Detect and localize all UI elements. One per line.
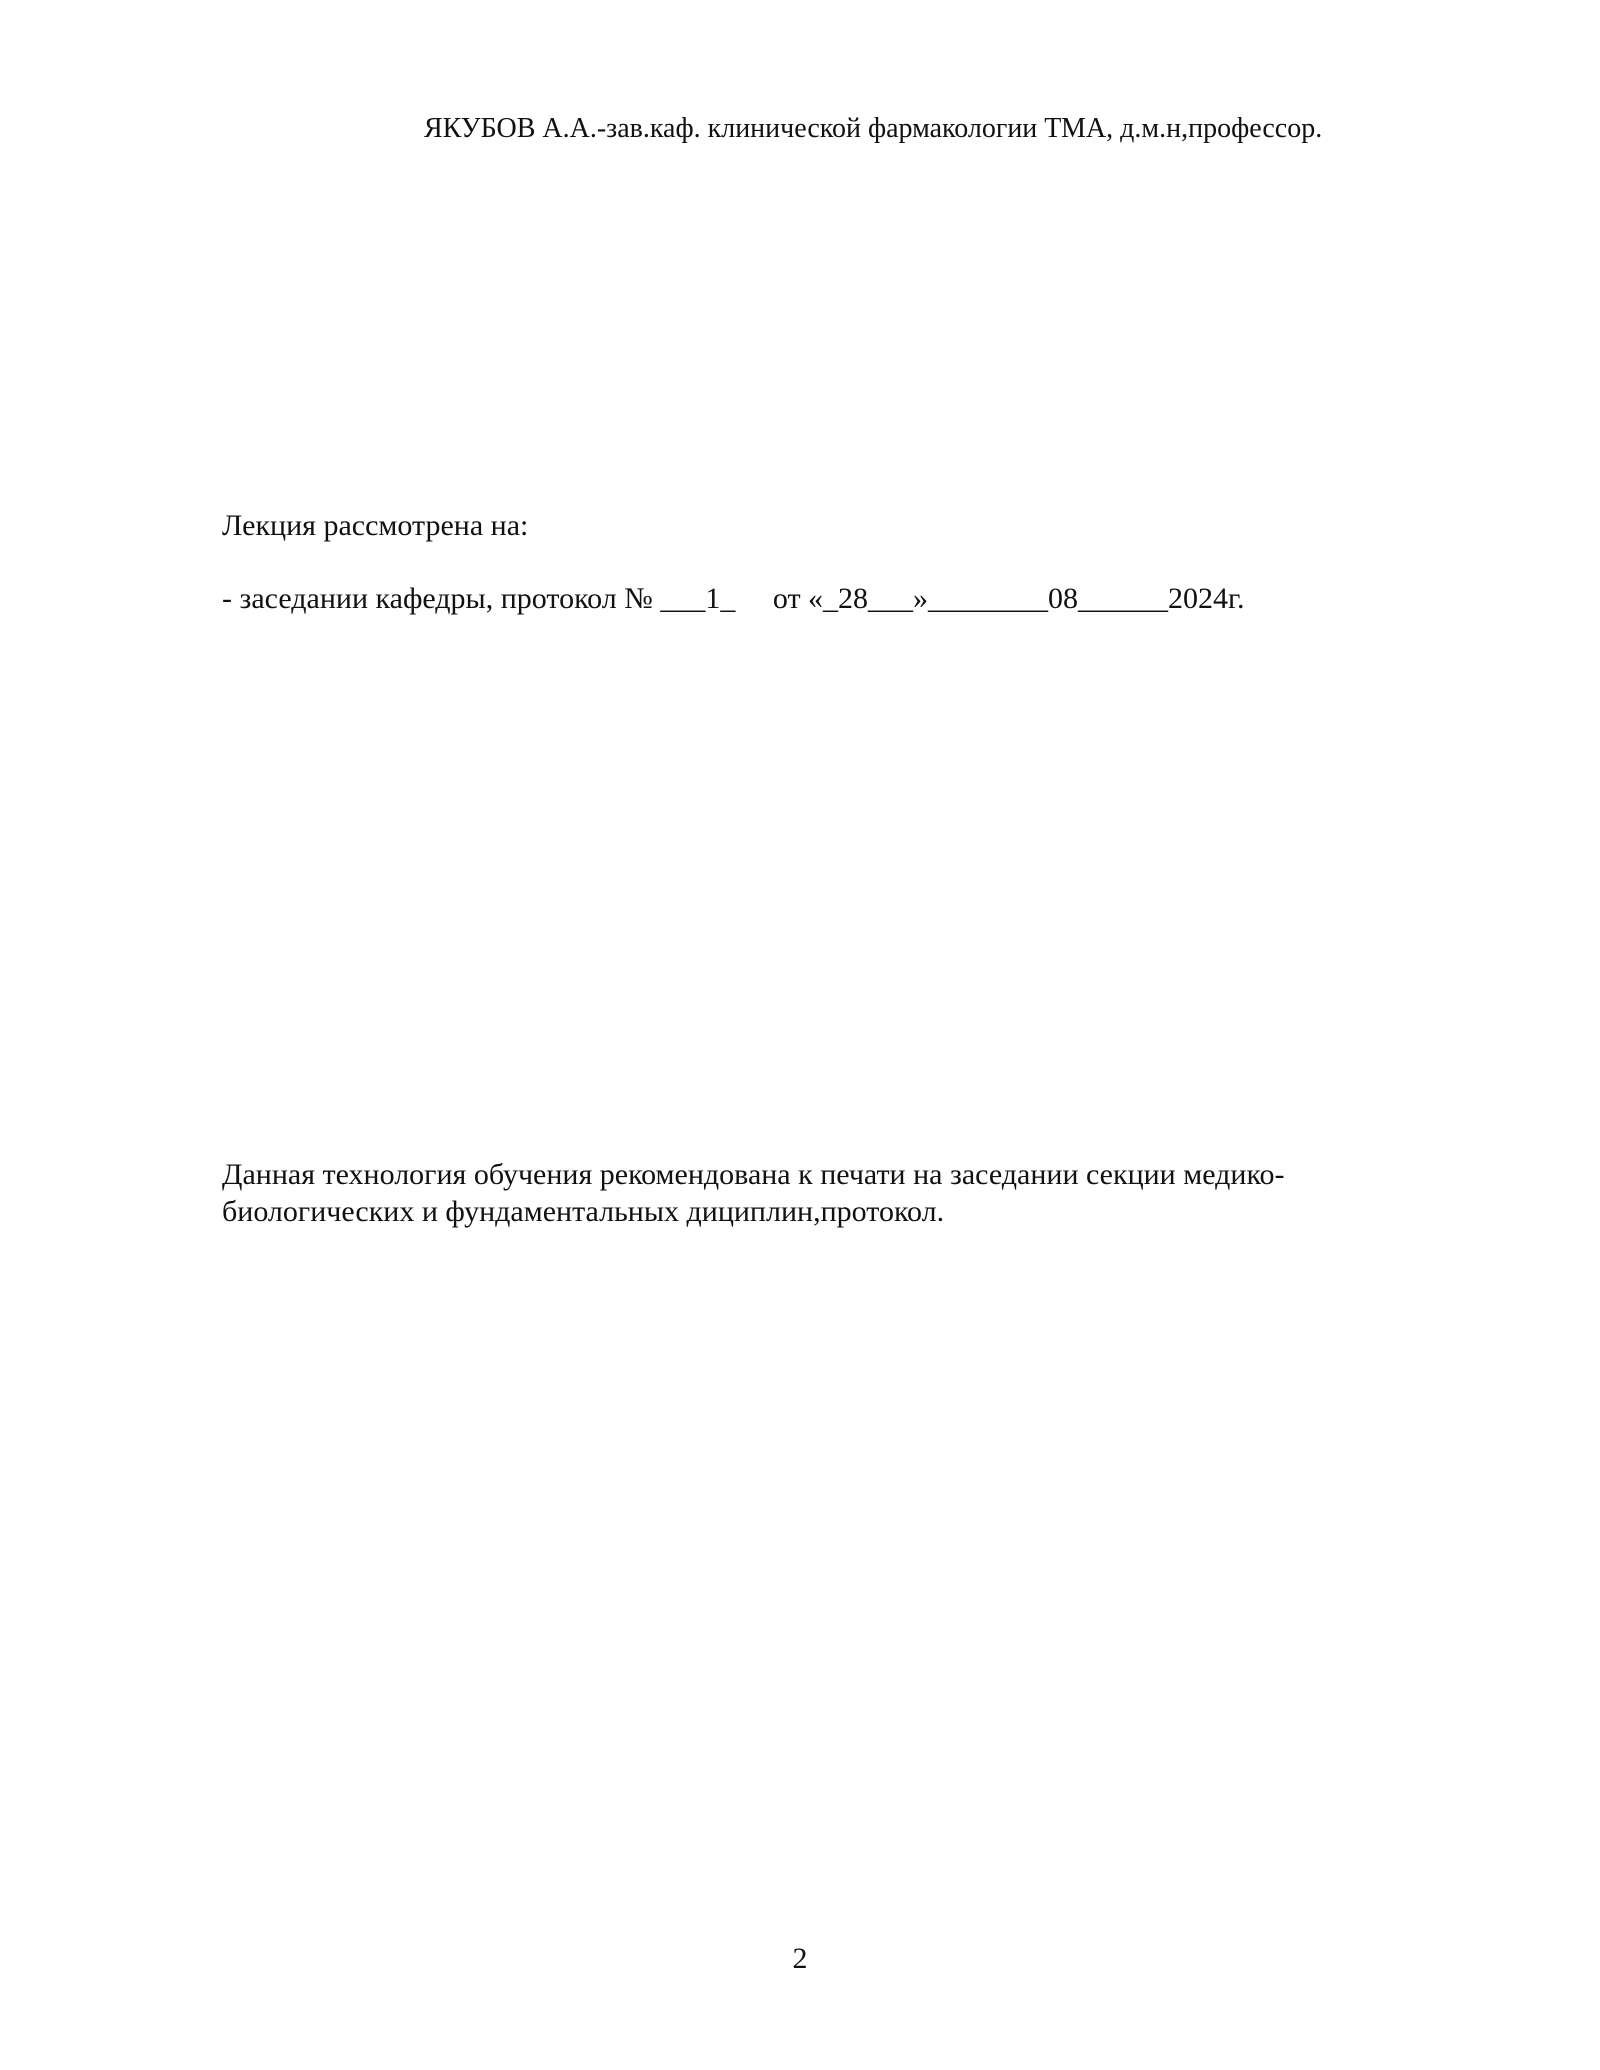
page-number: 2 bbox=[792, 1942, 808, 1975]
recommendation-line: Данная технология обучения рекомендована к печати на заседании секции медико- bbox=[222, 1158, 1285, 1191]
author-line: ЯКУБОВ А.А.-зав.каф. клинической фармакологии ТМА, д.м.н,профессор. bbox=[424, 113, 1323, 144]
protocol-line: - заседании кафедры, протокол № ___1_ от «_28___»________08______2024г. bbox=[222, 582, 1245, 615]
review-heading: Лекция рассмотрена на: bbox=[222, 509, 529, 542]
recommendation-line: биологических и фундаментальных дициплин,протокол. bbox=[222, 1195, 945, 1228]
recommendation-paragraph bbox=[222, 1156, 1402, 1230]
